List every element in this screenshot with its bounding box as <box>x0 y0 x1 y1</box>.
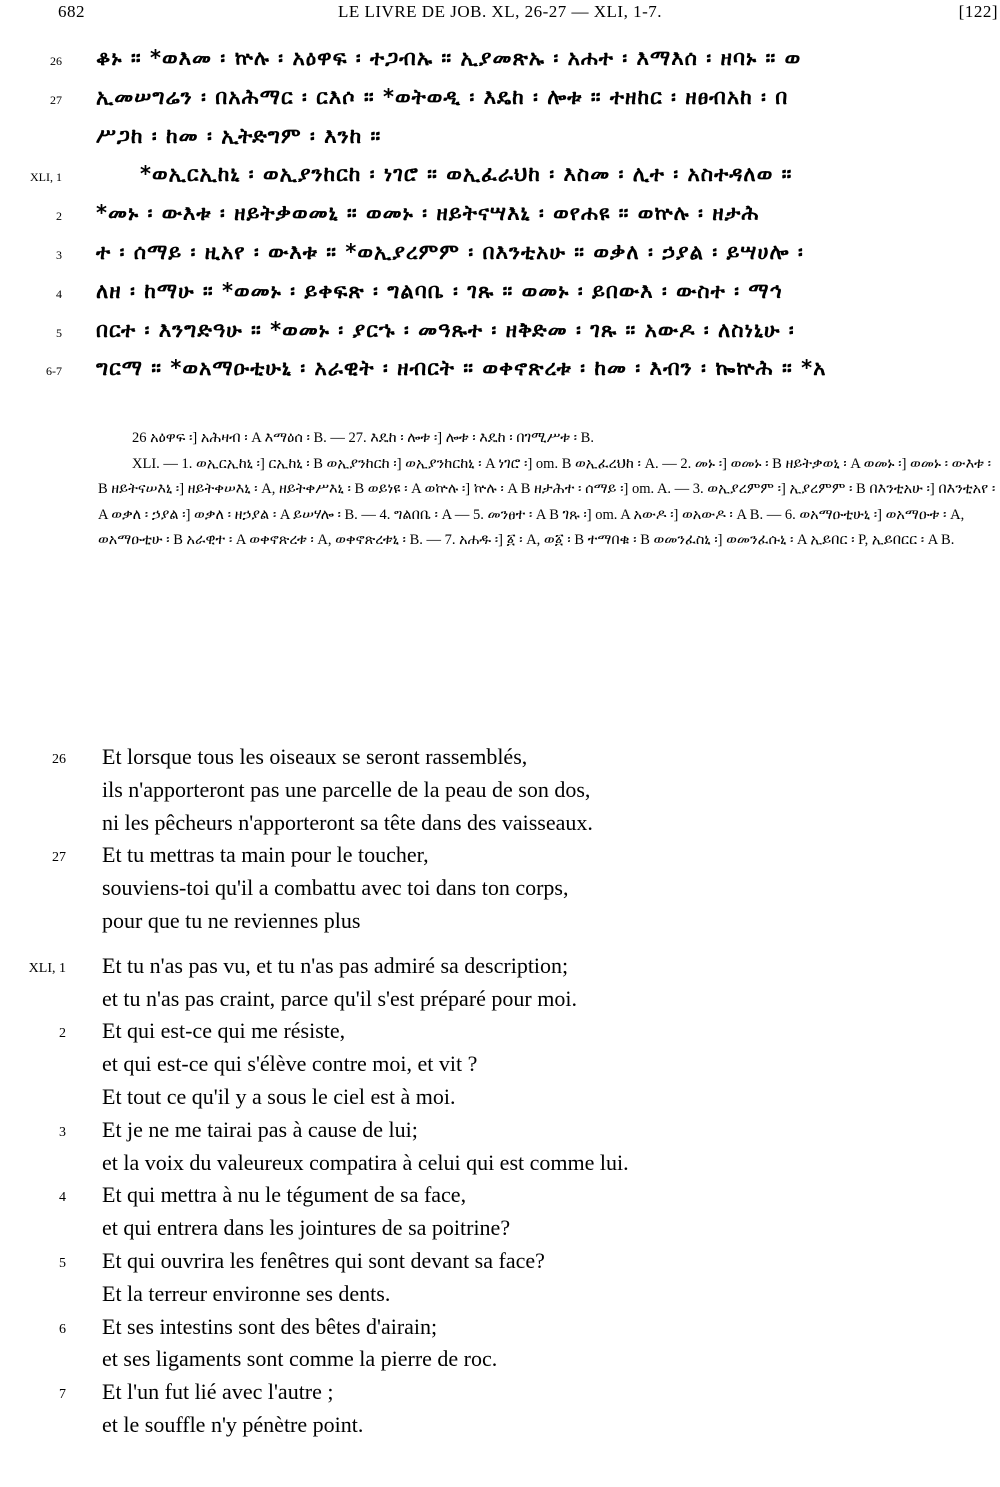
critical-apparatus <box>98 426 998 554</box>
ethiopic-line-text: በርተ ፡ እንግድዓሁ ። *ወመኑ ፡ ያርኁ ፡ መዓጹተ ፡ ዘቅድመ ፡ ገጹ ። አውዶ ፡ ለስነኒሁ ፡ <box>96 317 795 342</box>
ethiopic-line-text: ቆኑ ። *ወእመ ፡ ኵሉ ፡ አዕዋፍ ፡ ተጋብኡ ። ኢያመጽኡ ፡ አሐተ ፡ እማእሰ ፡ ዘባኑ ። ወ <box>96 46 802 70</box>
ethiopic-line-text: ሥጋከ ፡ ከመ ፡ ኢትድግም ፡ እንከ ። <box>96 123 382 148</box>
translation-line <box>0 1018 1000 1051</box>
translation-line <box>0 1379 1000 1412</box>
ethiopic-line-text: ለዘ ፡ ከማሁ ። *ወመኑ ፡ ይቀፍጽ ፡ ግልባቤ ፡ ገጹ ። ወመኑ ፡ ይበውእ ፡ ውስተ ፡ ማኅ <box>96 278 783 303</box>
ethiopic-line-text: *ወኢርኢከኒ ፡ ወኢያንከርከ ፡ ነገሮ ። ወኢፈራህከ ፡ እስመ ፡ ሊተ ፡ አስተዳለወ ። <box>140 162 793 187</box>
verse-number: 6 <box>59 1321 66 1337</box>
translation-text: Et tout ce qu'il y a sous le ciel est à moi. <box>102 1083 456 1109</box>
translation-text: Et qui mettra à nu le tégument de sa face, <box>102 1182 467 1208</box>
translation-line <box>0 1117 1000 1150</box>
translation-line <box>0 1051 1000 1084</box>
translation-text: Et qui ouvrira les fenêtres qui sont devant sa face? <box>102 1247 545 1273</box>
translation-line <box>0 1150 1000 1183</box>
ethiopic-text-block <box>0 42 1000 391</box>
verse-number: 26 <box>50 54 62 68</box>
translation-text: et la voix du valeureux compatira à celui qui est comme lui. <box>102 1149 629 1175</box>
verse-number: 5 <box>56 325 62 340</box>
translation-line <box>0 1412 1000 1445</box>
verse-number: 7 <box>59 1387 66 1403</box>
translation-text: ni les pêcheurs n'apporteront sa tête dans des vaisseaux. <box>102 809 593 835</box>
translation-text: Et tu mettras ta main pour le toucher, <box>102 842 429 868</box>
translation-line <box>0 1248 1000 1281</box>
ethiopic-line-text: ኢመሠግሬን ፡ በአሕማር ፡ ርእሶ ። *ወትወዲ ፡ እዴከ ፡ ሎቱ ። ተዘከር ፡ ዘፀብአከ ፡ በ <box>96 84 789 109</box>
ethiopic-line <box>0 197 1000 236</box>
translation-text: et qui entrera dans les jointures de sa poitrine? <box>102 1215 511 1241</box>
translation-text: Et tu n'as pas vu, et tu n'as pas admiré sa description; <box>102 952 569 978</box>
translation-text: et ses ligaments sont comme la pierre de roc. <box>102 1346 498 1372</box>
translation-line <box>0 1084 1000 1117</box>
verse-number: 2 <box>59 1026 66 1042</box>
translation-text: souviens-toi qu'il a combattu avec toi dans ton corps, <box>102 875 569 901</box>
ethiopic-line <box>0 120 1000 159</box>
verse-number: 4 <box>59 1190 66 1206</box>
signature-mark: [122] <box>958 2 998 21</box>
translation-text: pour que tu ne reviennes plus <box>102 907 361 933</box>
translation-text: ils n'apporteront pas une parcelle de la peau de son dos, <box>102 776 591 802</box>
verse-number: 27 <box>52 850 66 866</box>
ethiopic-line-text: ተ ፡ ሰማይ ፡ ዚአየ ፡ ውእቱ ። *ወኢያረምም ፡ በእንቲአሁ ። ወቃለ ፡ ኃያል ፡ ይሣሀሎ ፡ <box>96 239 804 264</box>
verse-number: 3 <box>59 1124 66 1140</box>
ethiopic-line <box>0 81 1000 120</box>
page-header <box>0 2 1000 26</box>
french-translation <box>0 744 1000 1445</box>
verse-number: 2 <box>56 209 62 224</box>
ethiopic-line <box>0 236 1000 275</box>
page-number: 682 <box>58 2 85 21</box>
translation-line <box>0 908 1000 941</box>
translation-text: et le souffle n'y pénètre point. <box>102 1411 364 1437</box>
translation-text: Et lorsque tous les oiseaux se seront rassemblés, <box>102 744 528 769</box>
ethiopic-line-text: *መኑ ፡ ውእቱ ፡ ዘይትቃወመኒ ። ወመኑ ፡ ዘይትናሣእኒ ፡ ወየሐዩ ። ወኵሉ ፡ ዘታሕ <box>96 201 760 226</box>
verse-number: XLI, 1 <box>28 960 66 976</box>
ethiopic-line <box>0 275 1000 314</box>
verse-number: 4 <box>56 286 62 301</box>
stanza-gap <box>0 941 1000 953</box>
verse-number: 6-7 <box>46 364 62 379</box>
translation-line <box>0 1215 1000 1248</box>
translation-line <box>0 986 1000 1019</box>
translation-line <box>0 1182 1000 1215</box>
translation-text: Et la terreur environne ses dents. <box>102 1280 391 1306</box>
verse-number: XLI, 1 <box>30 170 62 185</box>
translation-line <box>0 744 1000 777</box>
translation-line <box>0 842 1000 875</box>
translation-text: Et l'un fut lié avec l'autre ; <box>102 1379 334 1405</box>
translation-text: Et qui est-ce qui me résiste, <box>102 1018 346 1044</box>
apparatus-paragraph: XLI. — 1. ወኢርኢከኒ ፡] ርኢከኒ ፡ B ወኢያንከርከ ፡] ወኢያንከርከኒ ፡ A ነገሮ ፡] om. B ወኢፈረህከ ፡ A. — 2. መኑ ፡] ወመኑ ፡ B ዘይትቃወኒ ፡ A ወመኑ ፡] ወመኑ ፡ ውእቱ ፡ B ዘይትናሠእኒ ፡] ዘይትቀሠእኒ ፡ A, ዘይትቀሥእኒ ፡ B ወይነዩ ፡ A ወኵሉ ፡] ኵሉ ፡ A B ዘታሕተ ፡ ሰማይ ፡] om. A. — 3. ወኢያረምም ፡] ኢያረምም ፡ B በእንቲአሁ ፡] በእንቲአየ ፡ A ወቃለ ፡ ኃያል ፡] ወቃለ ፡ ዘኃያል ፡ A ይሠሃሎ ፡ B. — 4. ግልበቤ ፡ A — 5. መንፀተ ፡ A B ገጹ ፡] om. A አውዶ ፡] ወአውዶ ፡ A B. — 6. ወአማዑቲሁኒ ፡] ወአማዑቱ ፡ A, ወአማዑቲሁ ፡ B አራዊተ ፡ A ወቀኖጽረቱ ፡ A, ወቀኖጽረቱኒ ፡ B. — 7. አሐዱ ፡] ፩ ፡ A, ወ፩ ፡ B ተማበቁ ፡ B ወመንፈስኒ ፡] ወመንፈሱኒ ፡ A ኢይበር ፡ P, ኢይበርር ፡ A B. <box>98 455 996 549</box>
translation-text: et qui est-ce qui s'élève contre moi, et vit ? <box>102 1051 478 1077</box>
translation-line <box>0 810 1000 843</box>
translation-line <box>0 1346 1000 1379</box>
ethiopic-line <box>0 42 1000 81</box>
running-title: LE LIVRE DE JOB. XL, 26-27 — XLI, 1-7. <box>337 2 662 21</box>
verse-number: 26 <box>52 752 66 767</box>
ethiopic-line <box>0 352 1000 391</box>
translation-line <box>0 1314 1000 1347</box>
translation-text: Et ses intestins sont des bêtes d'airain; <box>102 1313 438 1339</box>
ethiopic-line-text: ግርማ ። *ወአማዑቲሁኒ ፡ አራዊት ፡ ዘብርት ። ወቀኖጽረቱ ፡ ከመ ፡ እብን ፡ ኰኵሕ ። *አ <box>96 356 827 381</box>
translation-text: Et je ne me tairai pas à cause de lui; <box>102 1116 418 1142</box>
translation-line <box>0 875 1000 908</box>
verse-number: 5 <box>59 1255 66 1271</box>
verse-number: 3 <box>56 247 62 262</box>
verse-number: 27 <box>50 92 62 107</box>
ethiopic-line <box>0 314 1000 353</box>
ethiopic-line <box>0 158 1000 197</box>
translation-line <box>0 777 1000 810</box>
translation-line <box>0 1281 1000 1314</box>
apparatus-paragraph: 26 አዕዋፍ ፡] አሕዛብ ፡ A እማዕሰ ፡ B. — 27. እዴከ ፡ ሎቱ ፡] ሎቱ ፡ እዴከ ፡ በገሚሥቱ ፡ B. <box>132 430 594 446</box>
translation-text: et tu n'as pas craint, parce qu'il s'est préparé pour moi. <box>102 985 577 1011</box>
translation-line <box>0 953 1000 986</box>
